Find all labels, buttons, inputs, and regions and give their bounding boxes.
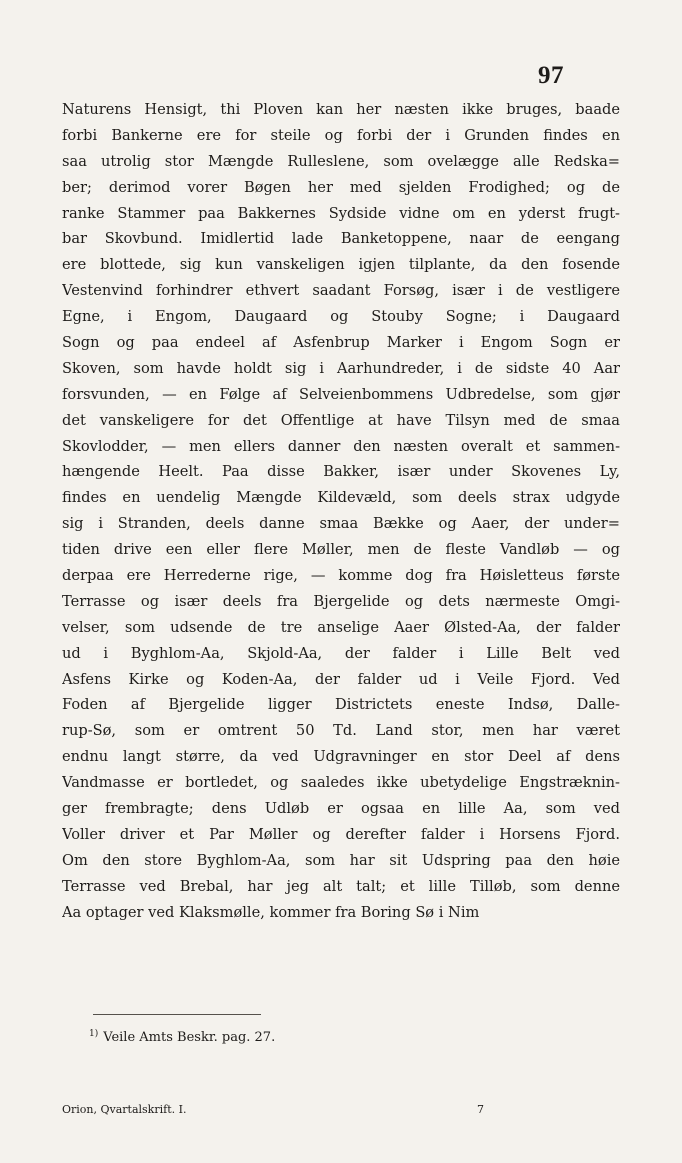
text-line: velser, som udsende de tre anselige Aaer Ølsted-Aa, der falder	[62, 618, 620, 636]
text-line: Foden af Bjergelide ligger Districtets eneste Indsø, Dalle-	[62, 696, 620, 714]
text-line: rup-Sø, som er omtrent 50 Td. Land stor, men har været	[62, 722, 620, 740]
text-line: Aa optager ved Klaksmølle, kommer fra Boring Sø i Nim	[62, 903, 480, 921]
text-line: derpaa ere Herrederne rige, — komme dog fra Høisletteus første	[62, 567, 620, 585]
text-line: Skoven, som havde holdt sig i Aarhundreder, i de sidste 40 Aar	[62, 359, 620, 377]
text-line: endnu langt større, da ved Udgravninger en stor Deel af dens	[62, 748, 620, 766]
footnote	[89, 1023, 275, 1049]
text-line: Skovlodder, — men ellers danner den næsten overalt et sammen-	[62, 437, 620, 455]
text-line: Vandmasse er bortledet, og saaledes ikke ubetydelige Engstræknin-	[62, 774, 620, 792]
text-line: sig i Stranden, deels danne smaa Bække og Aaer, der under=	[62, 515, 620, 533]
text-line: forsvunden, — en Følge af Selveienbommens Udbredelse, som gjør	[62, 385, 620, 403]
text-line: Naturens Hensigt, thi Ploven kan her næsten ikke bruges, baade	[62, 101, 620, 118]
text-line: bar Skovbund. Imidlertid lade Banketoppene, naar de eengang	[62, 230, 620, 248]
text-line: ere blottede, sig kun vanskeligen igjen tilplante, da den fosende	[62, 256, 620, 274]
text-line: Om den store Byghlom-Aa, som har sit Udspring paa den høie	[62, 851, 620, 869]
footnote-text: Veile Amts Beskr. pag. 27.	[103, 1030, 276, 1045]
text-line: Voller driver et Par Møller og derefter falder i Horsens Fjord.	[62, 825, 620, 843]
page-number: 97	[538, 62, 564, 89]
text-line: tiden drive een eller flere Møller, men de fleste Vandløb — og	[62, 541, 620, 559]
signature-text: Orion, Qvartalskrift. I.	[62, 1103, 187, 1116]
text-line: saa utrolig stor Mængde Rulleslene, som ovelægge alle Redska=	[62, 152, 620, 170]
text-line: hængende Heelt. Paa disse Bakker, især under Skovenes Ly,	[62, 463, 620, 481]
text-line: ger frembragte; dens Udløb er ogsaa en lille Aa, som ved	[62, 800, 620, 818]
footnote-divider	[93, 1014, 261, 1015]
text-line: ud i Byghlom-Aa, Skjold-Aa, der falder i Lille Belt ved	[62, 644, 620, 662]
text-line: forbi Bankerne ere for steile og forbi der i Grunden findes en	[62, 126, 620, 144]
signature-line	[62, 1101, 484, 1119]
body-text	[62, 97, 620, 926]
signature-mark: 7	[477, 1103, 484, 1116]
text-line: Terrasse og især deels fra Bjergelide og dets nærmeste Omgi-	[62, 592, 620, 610]
text-line: det vanskeligere for det Offentlige at have Tilsyn med de smaa	[62, 411, 620, 429]
text-line: ranke Stammer paa Bakkernes Sydside vidne om en yderst frugt-	[62, 204, 620, 222]
text-line: Vestenvind forhindrer ethvert saadant Forsøg, især i de vestligere	[62, 282, 620, 300]
text-line: findes en uendelig Mængde Kildevæld, som deels strax udgyde	[62, 489, 620, 507]
text-line: Egne, i Engom, Daugaard og Stouby Sogne; i Daugaard	[62, 308, 620, 326]
text-line: ber; derimod vorer Bøgen her med sjelden Frodighed; og de	[62, 178, 620, 196]
footnote-marker: 1)	[89, 1029, 99, 1039]
text-line: Asfens Kirke og Koden-Aa, der falder ud i Veile Fjord. Ved	[62, 670, 620, 688]
text-line: Sogn og paa endeel af Asfenbrup Marker i Engom Sogn er	[62, 334, 620, 352]
text-line: Terrasse ved Brebal, har jeg alt talt; et lille Tilløb, som denne	[62, 877, 620, 895]
